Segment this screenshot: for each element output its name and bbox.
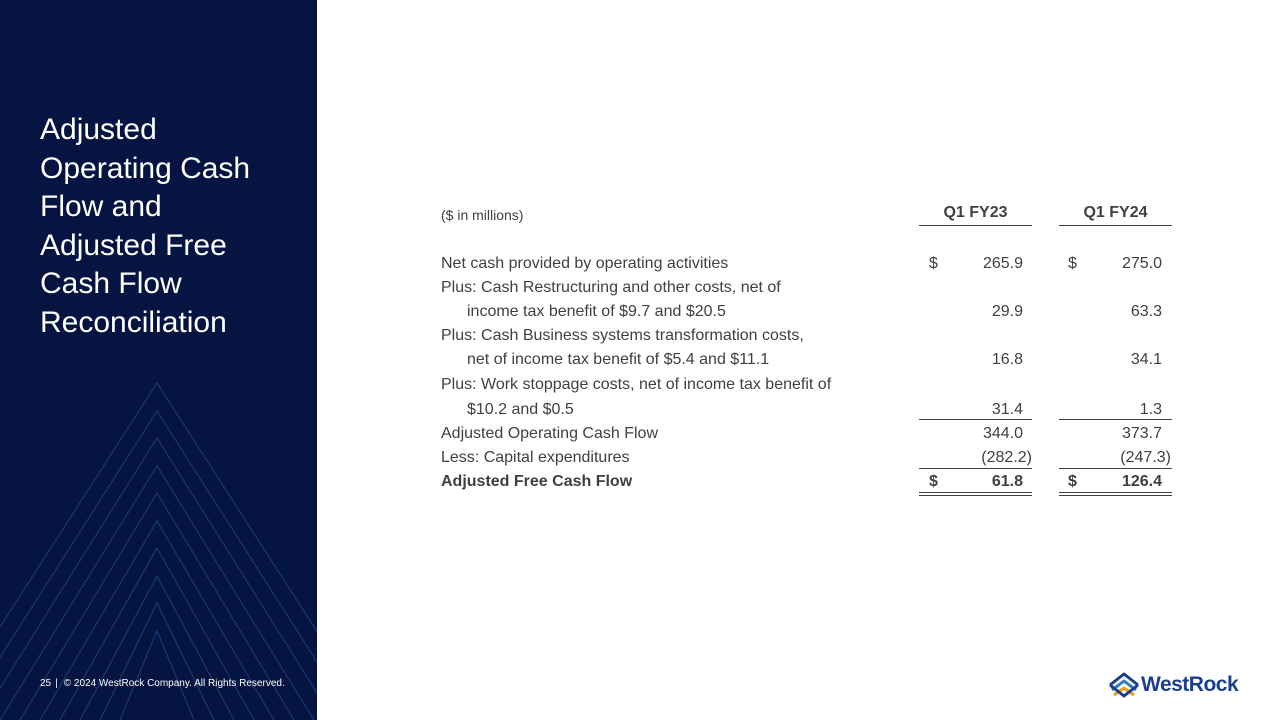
column-header-q1-fy23: Q1 FY23 xyxy=(943,204,1008,221)
row-value-q1-fy24: 63.3 xyxy=(1130,303,1162,320)
row-value-q1-fy24: 373.7 xyxy=(1121,425,1162,442)
chevron-pattern-graphic xyxy=(0,0,317,720)
page-number: 25 xyxy=(40,678,52,689)
footer-separator: | xyxy=(55,678,58,689)
currency-symbol: $ xyxy=(1068,473,1077,490)
row-value-q1-fy24: 34.1 xyxy=(1130,351,1162,368)
row-value-q1-fy23: (282.2) xyxy=(981,449,1032,466)
header-underline-q1-fy23 xyxy=(919,225,1032,226)
row-value-q1-fy24: 1.3 xyxy=(1139,401,1162,418)
units-label: ($ in millions) xyxy=(441,207,524,223)
westrock-logo-text: WestRock xyxy=(1141,673,1239,696)
total-value-q1-fy23: 61.8 xyxy=(991,473,1023,490)
double-rule-top-q1-fy23 xyxy=(919,492,1032,493)
column-header-q1-fy24: Q1 FY24 xyxy=(1083,204,1148,221)
row-value-q1-fy23: 31.4 xyxy=(991,401,1023,418)
row-value-q1-fy23: 16.8 xyxy=(991,351,1023,368)
currency-symbol: $ xyxy=(929,473,938,490)
row-label: income tax benefit of $9.7 and $20.5 xyxy=(467,303,726,320)
subtotal-rule-q1-fy23 xyxy=(919,419,1032,420)
row-value-q1-fy23: 344.0 xyxy=(982,425,1023,442)
row-label: Less: Capital expenditures xyxy=(441,449,630,466)
subtotal-rule-q1-fy24 xyxy=(1059,468,1172,469)
double-rule-bottom-q1-fy24 xyxy=(1059,495,1172,496)
double-rule-bottom-q1-fy23 xyxy=(919,495,1032,496)
subtotal-rule-q1-fy23 xyxy=(919,468,1032,469)
row-label: Net cash provided by operating activities xyxy=(441,255,729,272)
row-label: $10.2 and $0.5 xyxy=(467,401,574,418)
slide-title: Adjusted Operating Cash Flow and Adjusted Free Cash Flow Reconciliation xyxy=(40,113,251,339)
total-row-label: Adjusted Free Cash Flow xyxy=(441,473,633,490)
row-label: Plus: Cash Restructuring and other costs, net of xyxy=(441,279,781,296)
row-label: Adjusted Operating Cash Flow xyxy=(441,425,658,442)
subtotal-rule-q1-fy24 xyxy=(1059,419,1172,420)
row-value-q1-fy24: (247.3) xyxy=(1120,449,1171,466)
copyright-text: © 2024 WestRock Company. All Rights Reserved. xyxy=(63,678,285,689)
currency-symbol: $ xyxy=(1068,255,1077,272)
row-value-q1-fy23: 29.9 xyxy=(991,303,1023,320)
currency-symbol: $ xyxy=(929,255,938,272)
total-value-q1-fy24: 126.4 xyxy=(1121,473,1162,490)
row-label: Plus: Cash Business systems transformation costs, xyxy=(441,327,804,344)
title-panel xyxy=(0,0,317,720)
row-label: net of income tax benefit of $5.4 and $11.1 xyxy=(467,351,770,368)
row-value-q1-fy24: 275.0 xyxy=(1121,255,1162,272)
row-value-q1-fy23: 265.9 xyxy=(982,255,1023,272)
row-label: Plus: Work stoppage costs, net of income tax benefit of xyxy=(441,376,832,393)
header-underline-q1-fy24 xyxy=(1059,225,1172,226)
double-rule-top-q1-fy24 xyxy=(1059,492,1172,493)
reconciliation-table xyxy=(441,0,1181,720)
slide-footer xyxy=(40,678,285,690)
